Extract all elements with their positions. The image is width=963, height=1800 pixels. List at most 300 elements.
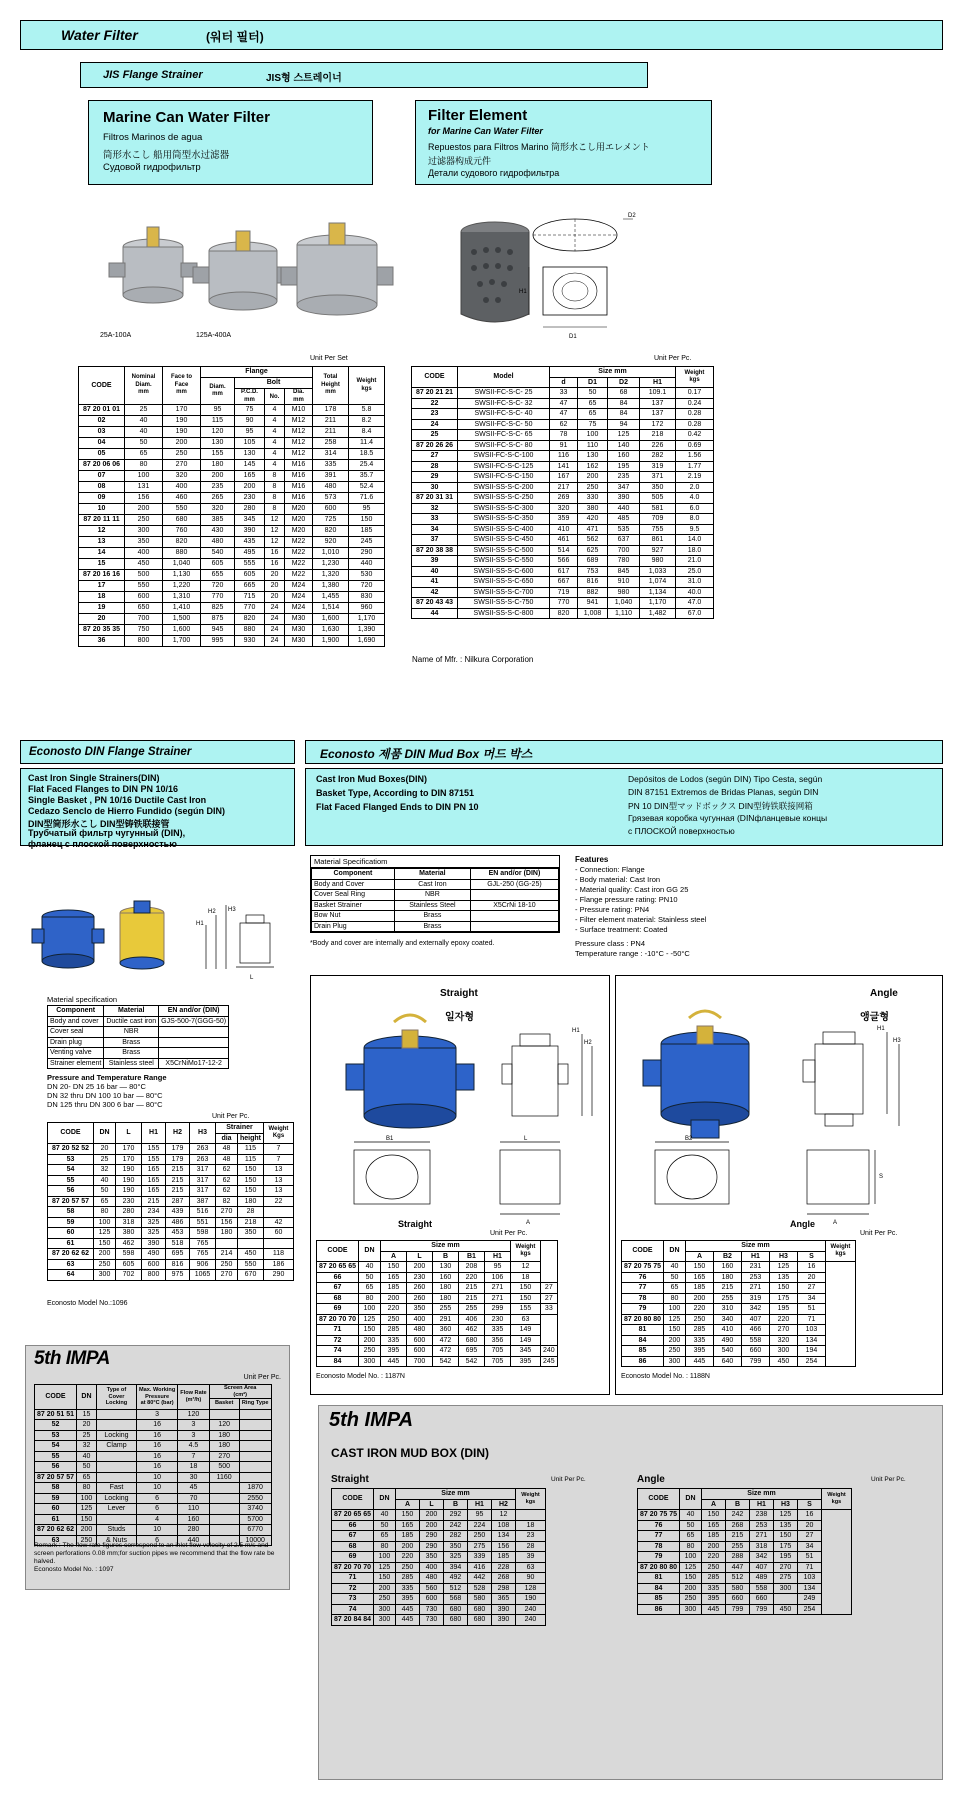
straight-title-en: Straight <box>440 988 478 999</box>
photo-marine-filters <box>105 205 405 335</box>
cell: 40 <box>76 1451 96 1462</box>
cell: 27 <box>797 1531 821 1542</box>
cell: 78 <box>550 430 578 441</box>
cell <box>96 1409 136 1420</box>
cell-code: 61 <box>48 1238 94 1249</box>
cell: 472 <box>432 1346 458 1357</box>
cell: 1,040 <box>163 559 201 570</box>
cell: 12 <box>491 1510 515 1521</box>
cell: 165 <box>142 1186 166 1197</box>
mud-straight-table <box>316 1240 558 1367</box>
cell: 770 <box>235 603 265 614</box>
cell: 695 <box>166 1249 190 1260</box>
cell: SWSII-FC-S-C- 32 <box>458 398 550 409</box>
cell: 568 <box>443 1594 467 1605</box>
cell <box>239 1441 271 1452</box>
cell-code: 64 <box>48 1270 94 1281</box>
cell: 190 <box>163 427 201 438</box>
cell: 125 <box>358 1314 380 1325</box>
cell: SWSII-SS-S-C-650 <box>458 577 550 588</box>
econosto-mud-features <box>575 855 805 959</box>
cell: 1,500 <box>163 614 201 625</box>
cell: 542 <box>458 1356 484 1367</box>
cell: 155 <box>201 449 235 460</box>
cell: 5700 <box>239 1514 271 1525</box>
cell: 335 <box>380 1335 406 1346</box>
cell: 650 <box>125 603 163 614</box>
cell: 130 <box>201 438 235 449</box>
cell: 50 <box>125 438 163 449</box>
cell: 7 <box>264 1154 294 1165</box>
cell: 71 <box>797 1562 821 1573</box>
cell: 95 <box>349 504 385 515</box>
cell: 47.0 <box>676 598 714 609</box>
cell <box>159 1027 229 1038</box>
cell <box>96 1514 136 1525</box>
cell: 680 <box>443 1615 467 1626</box>
cell: 400 <box>419 1562 443 1573</box>
cell: 100 <box>94 1217 116 1228</box>
cell: 185 <box>491 1552 515 1563</box>
th-basket: Basket <box>209 1399 239 1410</box>
cell: 65 <box>358 1283 380 1294</box>
cell: 4 <box>265 416 285 427</box>
cell: 660 <box>725 1594 749 1605</box>
th-h1: H1 <box>640 377 676 388</box>
cell <box>239 1430 271 1441</box>
cell: 7 <box>264 1144 294 1155</box>
cell-code: 87 20 51 51 <box>35 1409 77 1420</box>
cell: 230 <box>406 1272 432 1283</box>
cell: 250 <box>94 1259 116 1270</box>
cell: GJL-250 (GG-25) <box>470 879 558 890</box>
cell: 20 <box>76 1420 96 1431</box>
table-row <box>412 440 714 451</box>
cell: 65 <box>663 1283 685 1294</box>
cell: 27 <box>540 1293 557 1304</box>
cell: Brass <box>104 1048 159 1059</box>
cell: 1,690 <box>349 636 385 647</box>
mud-matspec-caption: Material Specificatiom <box>311 856 559 868</box>
cell: 282 <box>640 451 676 462</box>
cell: SWSII-SS-S-C-300 <box>458 503 550 514</box>
th-a: A <box>701 1499 725 1510</box>
th-dn: DN <box>663 1241 685 1262</box>
cell-code: 24 <box>412 419 458 430</box>
cell: 339 <box>467 1552 491 1563</box>
cell: 269 <box>550 493 578 504</box>
table-row <box>332 1510 546 1521</box>
cell: 253 <box>749 1520 773 1531</box>
straight-title-kr: 일자형 <box>445 1012 474 1023</box>
table-row <box>79 548 385 559</box>
svg-text:B1: B1 <box>386 1136 394 1142</box>
cell: 145 <box>235 460 265 471</box>
cell: 820 <box>550 608 578 619</box>
cell: 1,130 <box>163 570 201 581</box>
cell: 335 <box>701 1583 725 1594</box>
cell: 637 <box>608 535 640 546</box>
filter-element-table <box>411 366 714 619</box>
cell: 137 <box>640 409 676 420</box>
cell: 263 <box>190 1144 216 1155</box>
cell: 100 <box>125 471 163 482</box>
cell: 116 <box>550 451 578 462</box>
feature-6: - Surface treatment: Coated <box>575 925 668 934</box>
cell-code: 87 20 31 31 <box>412 493 458 504</box>
cell: 40 <box>94 1175 116 1186</box>
cell: 63 <box>515 1562 545 1573</box>
cell: 65 <box>76 1472 96 1483</box>
angle-caption-bottom: Angle <box>790 1219 816 1229</box>
cell: 292 <box>443 1510 467 1521</box>
cell: 1,600 <box>163 625 201 636</box>
table-row <box>79 438 385 449</box>
cell: SWSII-SS-S-C-250 <box>458 493 550 504</box>
cell: 300 <box>373 1604 395 1615</box>
cell: 140 <box>608 440 640 451</box>
cell: 680 <box>458 1335 484 1346</box>
cell: 165 <box>142 1165 166 1176</box>
table-row <box>412 524 714 535</box>
table-row <box>332 1573 546 1584</box>
cell: 254 <box>797 1604 821 1615</box>
page-title-bar <box>20 20 943 50</box>
table-row <box>48 1048 229 1059</box>
cell: 150 <box>373 1573 395 1584</box>
mud-angle-model: Econosto Model No. : 1188N <box>621 1373 710 1380</box>
cell: 80 <box>125 460 163 471</box>
cell: 65 <box>373 1531 395 1542</box>
cell-code: 29 <box>412 472 458 483</box>
cell-code: 71 <box>317 1325 359 1336</box>
cell: 1,010 <box>313 548 349 559</box>
section-header-econosto-mud <box>305 740 943 764</box>
cell-code: 68 <box>317 1293 359 1304</box>
cell: 40 <box>373 1510 395 1521</box>
cell: 194 <box>797 1346 825 1357</box>
th-pressure: Max. Working Pressure at 80°C (bar) <box>136 1385 177 1410</box>
th: Component <box>312 869 395 880</box>
cell: 23 <box>515 1531 545 1542</box>
cell: 60 <box>264 1228 294 1239</box>
cell: M22 <box>285 559 313 570</box>
cell: M20 <box>285 526 313 537</box>
cell: X5CrNi 18-10 <box>470 900 558 911</box>
mud-straight-drawing <box>320 1000 600 1230</box>
straight-caption-bottom: Straight <box>398 1219 433 1229</box>
table-row <box>48 1217 294 1228</box>
impa-left-title: 5th IMPA <box>34 1348 110 1369</box>
cell: 1,110 <box>608 608 640 619</box>
econosto-din-table <box>47 1122 294 1281</box>
cell: 8 <box>265 482 285 493</box>
cell: 4.5 <box>178 1441 209 1452</box>
th-size: Size mm <box>395 1489 515 1500</box>
table-row <box>412 545 714 556</box>
cell: 395 <box>395 1594 419 1605</box>
cell: 255 <box>725 1541 749 1552</box>
cell: 530 <box>349 570 385 581</box>
cell: 558 <box>741 1335 769 1346</box>
cell: 335 <box>685 1335 713 1346</box>
table-row <box>317 1272 558 1283</box>
cell: 275 <box>467 1541 491 1552</box>
table-row <box>48 1154 294 1165</box>
cell-code: 78 <box>638 1541 680 1552</box>
cell: 365 <box>491 1594 515 1605</box>
cell-code: 85 <box>638 1594 680 1605</box>
cell-code: 17 <box>79 581 125 592</box>
impa-left-unit: Unit Per Pc. <box>243 1374 281 1381</box>
cell: 395 <box>701 1594 725 1605</box>
table-row <box>317 1335 558 1346</box>
cell <box>264 1238 294 1249</box>
cell-code: 81 <box>622 1325 664 1336</box>
cell: 320 <box>550 503 578 514</box>
th-a: A <box>395 1499 419 1510</box>
cell: 179 <box>166 1144 190 1155</box>
cell: 320 <box>769 1335 797 1346</box>
cell: 535 <box>608 524 640 535</box>
th-code: CODE <box>48 1123 94 1144</box>
cell: 130 <box>578 451 608 462</box>
cell: 200 <box>373 1583 395 1594</box>
cell: 1,900 <box>313 636 349 647</box>
cell: 270 <box>216 1270 238 1281</box>
cell: 150 <box>685 1262 713 1273</box>
cell: 242 <box>443 1520 467 1531</box>
cell: 190 <box>116 1175 142 1186</box>
th-total-height: Total Height mm <box>313 367 349 405</box>
econ-din-line-2: Single Basket , PN 10/16 Ductile Cast Iron <box>28 795 207 805</box>
cell: 13 <box>264 1175 294 1186</box>
table-row <box>79 449 385 460</box>
table-row <box>79 504 385 515</box>
pt-range-row-0: DN 20- DN 25 16 bar — 80°C <box>47 1082 146 1091</box>
cell: 400 <box>125 548 163 559</box>
pt-range-caption: Pressure and Temperature Range <box>47 1073 167 1082</box>
th-s: S <box>797 1251 825 1262</box>
table-row <box>317 1314 558 1325</box>
cell-code: 69 <box>317 1304 359 1315</box>
cell: 816 <box>166 1259 190 1270</box>
cell: 490 <box>142 1249 166 1260</box>
mud-right-0: Depósitos de Lodos (según DIN) Tipo Cesta, según <box>628 774 823 784</box>
cell: 573 <box>313 493 349 504</box>
cell: 150 <box>238 1186 264 1197</box>
cell-code: 84 <box>317 1356 359 1367</box>
cell: 660 <box>741 1346 769 1357</box>
cell: 300 <box>94 1270 116 1281</box>
cell: 12 <box>510 1262 540 1273</box>
th-d1: D1 <box>578 377 608 388</box>
cell: 150 <box>769 1283 797 1294</box>
th-nominal: Nominal Diam. mm <box>125 367 163 405</box>
cell: 730 <box>419 1604 443 1615</box>
econosto-mud-desc-box <box>305 768 943 846</box>
table-row <box>622 1304 856 1315</box>
cell: 16 <box>136 1430 177 1441</box>
cell: 8.4 <box>349 427 385 438</box>
th-pcd: P.C.D. mm <box>235 389 265 405</box>
svg-text:H1: H1 <box>572 1028 580 1034</box>
cell: 125 <box>94 1228 116 1239</box>
cell: 1.56 <box>676 451 714 462</box>
cell-code: 27 <box>412 451 458 462</box>
econ-din-line-4: DIN型筒形水こし DIN型铸铁联接管 <box>28 819 170 829</box>
cell: 489 <box>749 1573 773 1584</box>
cell-code: 12 <box>79 526 125 537</box>
cell: 800 <box>142 1270 166 1281</box>
cell: 995 <box>201 636 235 647</box>
cell: 80 <box>94 1207 116 1218</box>
th-no: No. <box>265 389 285 405</box>
th-bolt: Bolt <box>235 378 313 389</box>
cell: Clamp <box>96 1441 136 1452</box>
cell: 28 <box>238 1207 264 1218</box>
th-b1: B1 <box>458 1251 484 1262</box>
table-row <box>48 1228 294 1239</box>
table-row <box>35 1420 272 1431</box>
cell <box>470 921 558 932</box>
table-row <box>312 911 559 922</box>
table-row <box>312 879 559 890</box>
cell: Lever <box>96 1504 136 1515</box>
econosto-mud-material-spec <box>310 855 560 933</box>
th-size: Size mm <box>380 1241 510 1252</box>
cell: 1,310 <box>163 592 201 603</box>
svg-text:D2: D2 <box>628 213 636 219</box>
th-code: CODE <box>35 1385 77 1410</box>
cell-code: 61 <box>35 1514 77 1525</box>
cell: 32 <box>94 1165 116 1176</box>
cell: 299 <box>484 1304 510 1315</box>
cell: 91 <box>550 440 578 451</box>
cell: 5.8 <box>349 405 385 416</box>
cell: Brass <box>104 1037 159 1048</box>
cell: 1,134 <box>640 587 676 598</box>
cell <box>209 1493 239 1504</box>
table-row <box>79 559 385 570</box>
cell: 270 <box>209 1451 239 1462</box>
th-flow: Flow Rate (m³/h) <box>178 1385 209 1410</box>
cell: 16 <box>136 1441 177 1452</box>
cell: 65 <box>125 449 163 460</box>
cell: Drain Plug <box>312 921 395 932</box>
cell: 880 <box>235 625 265 636</box>
cell: 215 <box>713 1283 741 1294</box>
th-face: Face to Face mm <box>163 367 201 405</box>
cell: 927 <box>640 545 676 556</box>
cell: 394 <box>443 1562 467 1573</box>
table-row <box>317 1262 558 1273</box>
cell: 24 <box>265 614 285 625</box>
cell: 200 <box>76 1525 96 1536</box>
cell: 94 <box>608 419 640 430</box>
table-row <box>35 1525 272 1536</box>
cell: 27 <box>540 1283 557 1294</box>
th-weight: Weight kgs <box>825 1241 855 1262</box>
cell: GJS-500-7(GGG-50) <box>159 1016 229 1027</box>
cell: SWSII-SS-S-C-450 <box>458 535 550 546</box>
cell: 0.28 <box>676 419 714 430</box>
cell: 320 <box>201 504 235 515</box>
cell: 25 <box>125 405 163 416</box>
cell: M24 <box>285 581 313 592</box>
cell: 8.0 <box>676 514 714 525</box>
cell: 160 <box>178 1514 209 1525</box>
cell: 195 <box>773 1552 797 1563</box>
cell: 2.0 <box>676 482 714 493</box>
table-row <box>332 1520 546 1531</box>
cell: 95 <box>484 1262 510 1273</box>
cell: 200 <box>163 438 201 449</box>
cell: 16 <box>136 1451 177 1462</box>
th: Material <box>104 1006 159 1017</box>
cell: 180 <box>432 1283 458 1294</box>
table-row <box>412 577 714 588</box>
table-row <box>622 1346 856 1357</box>
table-row <box>412 514 714 525</box>
cell: 62 <box>550 419 578 430</box>
cell: 208 <box>458 1262 484 1273</box>
svg-text:A: A <box>526 1220 531 1226</box>
cell-code: 63 <box>35 1535 77 1546</box>
table-row <box>35 1483 272 1494</box>
cell: SWSII-FC-S-C- 25 <box>458 388 550 399</box>
table-row <box>48 1144 294 1155</box>
cell: 250 <box>663 1346 685 1357</box>
cell: SWSII-SS-S-C-700 <box>458 587 550 598</box>
cell: 8 <box>265 504 285 515</box>
cell: 16 <box>265 548 285 559</box>
cell: 450 <box>125 559 163 570</box>
cell: Basket Strainer <box>312 900 395 911</box>
th-code: CODE <box>412 367 458 388</box>
cell: 285 <box>395 1573 419 1584</box>
cell <box>470 911 558 922</box>
cell: 861 <box>640 535 676 546</box>
filter-element-title: Filter Element <box>428 107 528 124</box>
cell: 625 <box>578 545 608 556</box>
table-row <box>79 537 385 548</box>
cell: 245 <box>349 537 385 548</box>
cell: 250 <box>358 1346 380 1357</box>
cell: 175 <box>773 1541 797 1552</box>
impa-right-angle-label: Angle <box>637 1474 665 1485</box>
cell: Locking <box>96 1430 136 1441</box>
section-header-jis-en: JIS Flange Strainer <box>103 69 203 81</box>
cell: 665 <box>235 581 265 592</box>
cell: 406 <box>458 1314 484 1325</box>
cell-code: 63 <box>48 1259 94 1270</box>
cell: 268 <box>491 1573 515 1584</box>
cell: 1,700 <box>163 636 201 647</box>
cell: 18.0 <box>676 545 714 556</box>
cell: 80 <box>373 1541 395 1552</box>
cell: 1,455 <box>313 592 349 603</box>
cell: 185 <box>380 1283 406 1294</box>
table-row <box>35 1409 272 1420</box>
cell: 10 <box>136 1525 177 1536</box>
cell: 960 <box>349 603 385 614</box>
table-row <box>35 1504 272 1515</box>
cell <box>209 1514 239 1525</box>
cell: 100 <box>578 430 608 441</box>
cell: 8 <box>265 493 285 504</box>
cell: 291 <box>432 1314 458 1325</box>
